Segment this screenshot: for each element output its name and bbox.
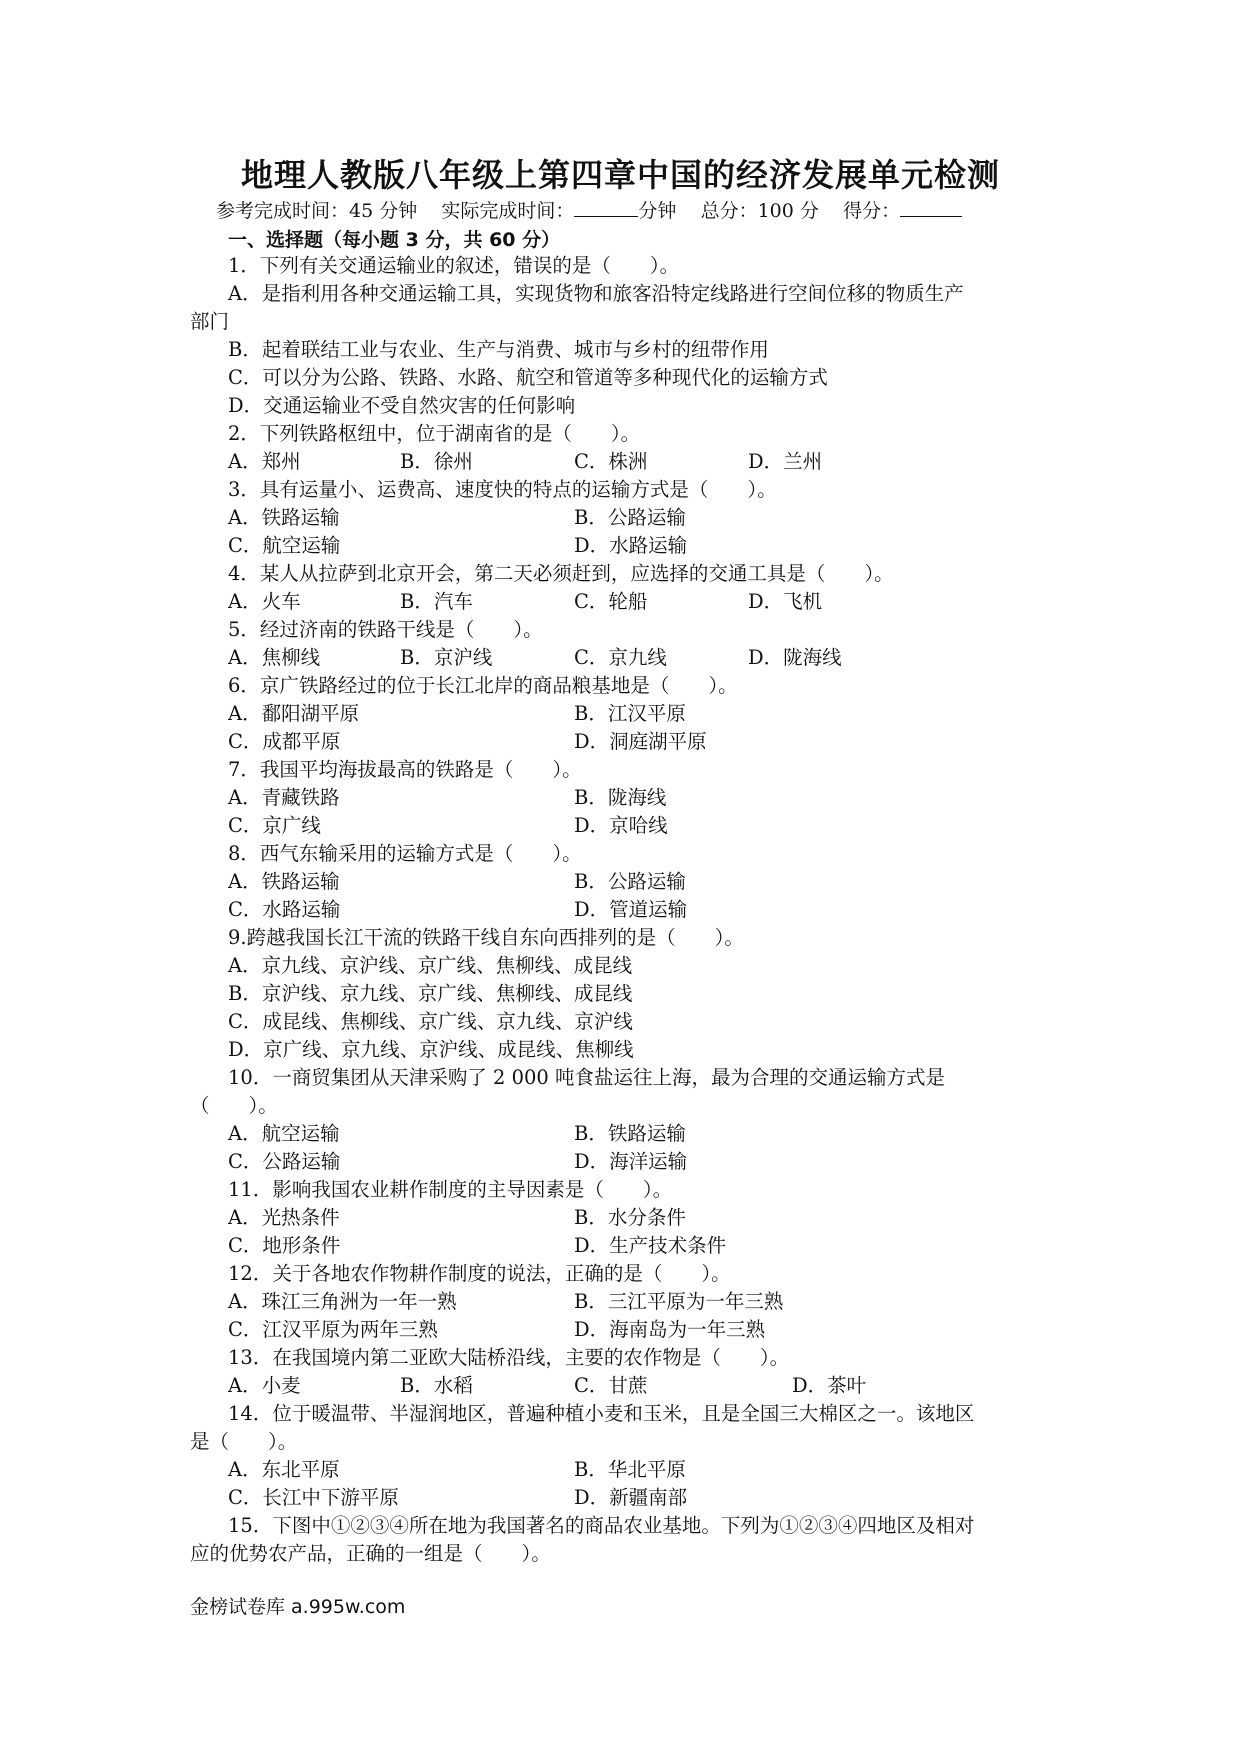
question-stem: 2．下列铁路枢纽中，位于湖南省的是（ ）。 bbox=[228, 422, 641, 445]
option-b: B．水稻 bbox=[400, 1374, 473, 1397]
option-d: D．陇海线 bbox=[748, 646, 842, 669]
question-stem: 3．具有运量小、运费高、速度快的特点的运输方式是（ ）。 bbox=[228, 478, 777, 501]
option-c: C．株洲 bbox=[574, 450, 648, 473]
option-b: B．京沪线 bbox=[400, 646, 493, 669]
option-a: A．焦柳线 bbox=[228, 646, 321, 669]
question-stem: 14．位于暖温带、半湿润地区，普遍种植小麦和玉米，且是全国三大棉区之一。该地区 bbox=[228, 1402, 975, 1425]
question-stem: 1．下列有关交通运输业的叙述，错误的是（ ）。 bbox=[228, 254, 680, 277]
option-a: A．小麦 bbox=[228, 1374, 301, 1397]
option-d: D．京广线、京九线、京沪线、成昆线、焦柳线 bbox=[228, 1038, 634, 1061]
option-c: C．公路运输 bbox=[228, 1150, 341, 1173]
option-b: B．陇海线 bbox=[574, 786, 667, 809]
option-c: C．江汉平原为两年三熟 bbox=[228, 1318, 438, 1341]
section-heading: 一、选择题（每小题 3 分，共 60 分） bbox=[228, 229, 561, 251]
question-stem: 13．在我国境内第二亚欧大陆桥沿线，主要的农作物是（ ）。 bbox=[228, 1346, 790, 1369]
question-stem: 6．京广铁路经过的位于长江北岸的商品粮基地是（ ）。 bbox=[228, 674, 738, 697]
actual-time-unit: 分钟 bbox=[638, 200, 677, 222]
option-a: A．航空运输 bbox=[228, 1122, 340, 1145]
option-c: C．可以分为公路、铁路、水路、航空和管道等多种现代化的运输方式 bbox=[228, 366, 828, 389]
option-c: C．甘蔗 bbox=[574, 1374, 648, 1397]
option-b: B．汽车 bbox=[400, 590, 473, 613]
score-label: 得分： bbox=[843, 200, 901, 222]
page-title: 地理人教版八年级上第四章中国的经济发展单元检测 bbox=[240, 156, 1000, 194]
option-a: A．光热条件 bbox=[228, 1206, 340, 1229]
option-d: D．茶叶 bbox=[792, 1374, 867, 1397]
score-blank[interactable] bbox=[900, 198, 962, 217]
total-score: 总分：100 分 bbox=[700, 200, 819, 222]
question-stem-cont: （ ）。 bbox=[190, 1094, 278, 1117]
option-b: B．铁路运输 bbox=[574, 1122, 686, 1145]
option-a: A．京九线、京沪线、京广线、焦柳线、成昆线 bbox=[228, 954, 633, 977]
reference-time: 参考完成时间：45 分钟 bbox=[216, 200, 418, 222]
option-a: A．青藏铁路 bbox=[228, 786, 340, 809]
footer-source: 金榜试卷库 a.995w.com bbox=[190, 1596, 406, 1618]
option-a: A．珠江三角洲为一年一熟 bbox=[228, 1290, 457, 1313]
question-stem: 10．一商贸集团从天津采购了 2 000 吨食盐运往上海，最为合理的交通运输方式是 bbox=[228, 1066, 946, 1089]
question-stem: 7．我国平均海拔最高的铁路是（ ）。 bbox=[228, 758, 582, 781]
option-a: A．铁路运输 bbox=[228, 506, 340, 529]
option-a: A．东北平原 bbox=[228, 1458, 340, 1481]
option-b: B．起着联结工业与农业、生产与消费、城市与乡村的纽带作用 bbox=[228, 338, 769, 361]
question-stem: 4．某人从拉萨到北京开会，第二天必须赶到，应选择的交通工具是（ ）。 bbox=[228, 562, 894, 585]
option-c: C．地形条件 bbox=[228, 1234, 341, 1257]
option-b: B．徐州 bbox=[400, 450, 473, 473]
option-d: D．交通运输业不受自然灾害的任何影响 bbox=[228, 394, 576, 417]
option-b: B．江汉平原 bbox=[574, 702, 686, 725]
question-stem: 11．影响我国农业耕作制度的主导因素是（ ）。 bbox=[228, 1178, 673, 1201]
option-c: C．水路运输 bbox=[228, 898, 341, 921]
option-c: C．长江中下游平原 bbox=[228, 1486, 399, 1509]
option-d: D．管道运输 bbox=[574, 898, 688, 921]
question-stem: 9.跨越我国长江干流的铁路干线自东向西排列的是（ ）。 bbox=[228, 926, 744, 949]
option-b: B．公路运输 bbox=[574, 870, 686, 893]
question-stem: 5．经过济南的铁路干线是（ ）。 bbox=[228, 618, 543, 641]
option-d: D．海南岛为一年三熟 bbox=[574, 1318, 766, 1341]
question-stem: 8．西气东输采用的运输方式是（ ）。 bbox=[228, 842, 582, 865]
question-stem-cont: 是（ ）。 bbox=[190, 1430, 298, 1453]
option-a: A．铁路运输 bbox=[228, 870, 340, 893]
option-b: B．三江平原为一年三熟 bbox=[574, 1290, 784, 1313]
option-c: C．轮船 bbox=[574, 590, 648, 613]
option-a: A．是指利用各种交通运输工具，实现货物和旅客沿特定线路进行空间位移的物质生产 bbox=[228, 282, 964, 305]
option-b: B．京沪线、京九线、京广线、焦柳线、成昆线 bbox=[228, 982, 633, 1005]
option-d: D．飞机 bbox=[748, 590, 823, 613]
question-stem-cont: 应的优势农产品，正确的一组是（ ）。 bbox=[190, 1542, 551, 1565]
option-c: C．航空运输 bbox=[228, 534, 341, 557]
question-stem: 12．关于各地农作物耕作制度的说法，正确的是（ ）。 bbox=[228, 1262, 731, 1285]
option-a-cont: 部门 bbox=[190, 310, 230, 333]
option-c: C．成昆线、焦柳线、京广线、京九线、京沪线 bbox=[228, 1010, 633, 1033]
option-b: B．华北平原 bbox=[574, 1458, 686, 1481]
option-c: C．京九线 bbox=[574, 646, 667, 669]
option-a: A．火车 bbox=[228, 590, 301, 613]
option-b: B．水分条件 bbox=[574, 1206, 686, 1229]
exam-meta bbox=[216, 196, 962, 223]
option-c: C．京广线 bbox=[228, 814, 321, 837]
option-a: A．鄱阳湖平原 bbox=[228, 702, 360, 725]
question-stem: 15．下图中①②③④所在地为我国著名的商品农业基地。下列为①②③④四地区及相对 bbox=[228, 1514, 975, 1537]
option-a: A．郑州 bbox=[228, 450, 301, 473]
option-d: D．洞庭湖平原 bbox=[574, 730, 707, 753]
option-d: D．生产技术条件 bbox=[574, 1234, 727, 1257]
option-d: D．新疆南部 bbox=[574, 1486, 688, 1509]
option-d: D．水路运输 bbox=[574, 534, 688, 557]
option-d: D．兰州 bbox=[748, 450, 823, 473]
option-d: D．海洋运输 bbox=[574, 1150, 688, 1173]
option-c: C．成都平原 bbox=[228, 730, 341, 753]
option-d: D．京哈线 bbox=[574, 814, 668, 837]
actual-time-label: 实际完成时间： bbox=[441, 200, 575, 222]
option-b: B．公路运输 bbox=[574, 506, 686, 529]
actual-time-blank[interactable] bbox=[574, 198, 638, 217]
